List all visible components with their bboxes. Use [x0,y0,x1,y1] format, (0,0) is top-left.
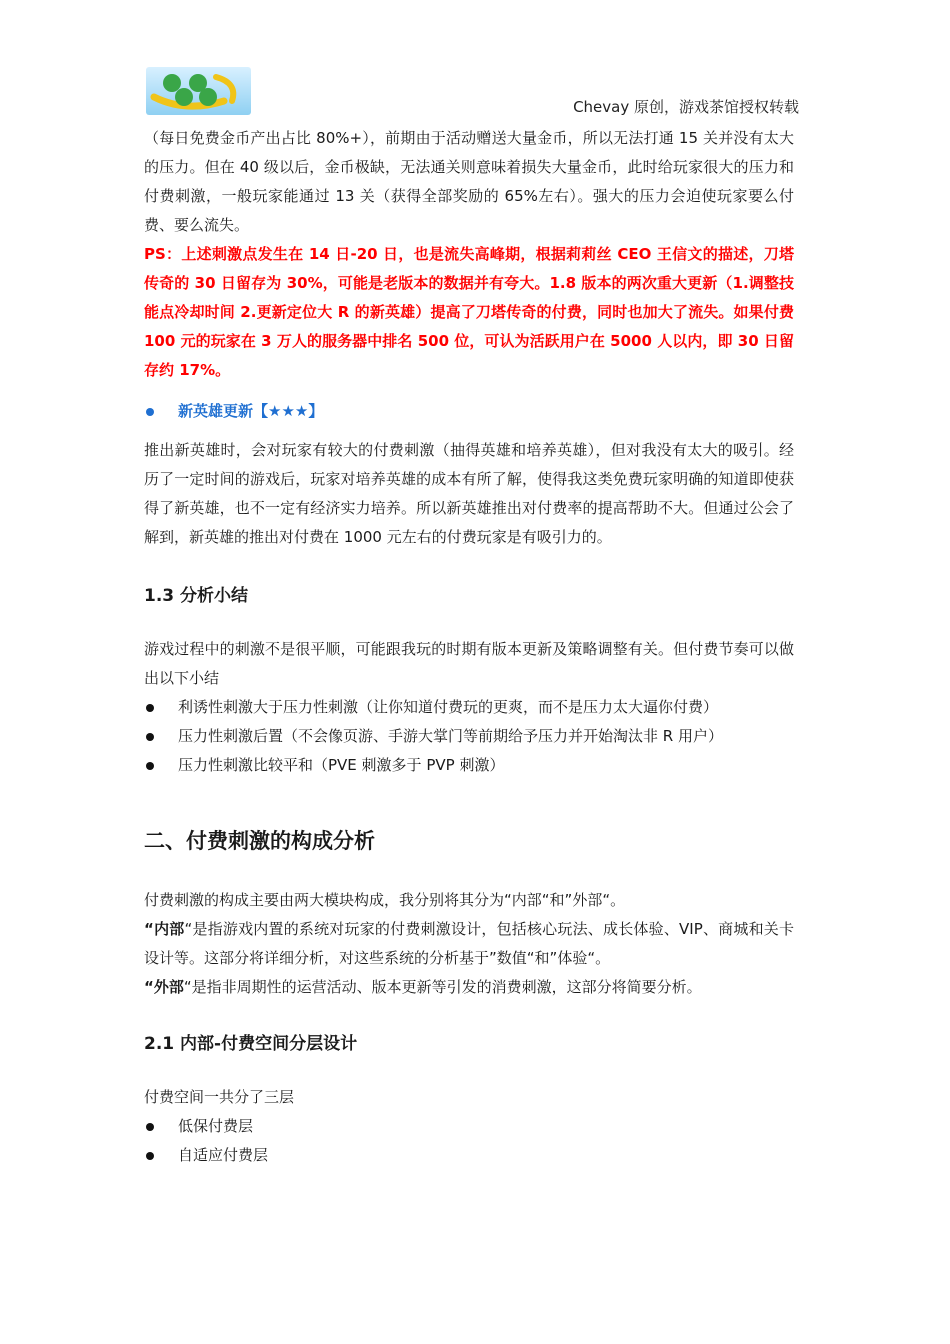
document-body [144,124,794,1170]
bullet-dot-icon [146,408,154,416]
section-2-outer [144,973,794,1002]
game-teahouse-logo [146,67,251,115]
list-item [144,751,794,780]
bullet-dot-icon [146,733,154,741]
section-1-3-heading: 1.3 分析小结 [144,586,249,606]
list-item [144,693,794,722]
section-1-3-intro: 游戏过程中的刺激不是很平顺，可能跟我玩的时期有版本更新及策略调整有关。但付费节奏可以做出以下小结 [144,640,794,687]
section-2-line1: 付费刺激的构成主要由两大模块构成，我分别将其分为“内部“和”外部“。 [144,891,626,909]
ps-note: PS：上述刺激点发生在 14 日-20 日，也是流失高峰期，根据莉莉丝 CEO 王信文的描述，刀塔传奇的 30 日留存为 30%，可能是老版本的数据并有夸大。1.8 版本的两次重大更新（1.调整技能点冷却时间 2.更新定位大 R 的新英雄）提高了刀塔传奇的付费，同时也加大了流失。如果付费 100 元的玩家在 3 万人的服务器中排名 500 位，可认为活跃用户在 5000 人以内，即 30 日留存约 17%。 [144,245,794,379]
section-2-inner [144,915,794,973]
paragraph-gold-pressure: （每日免费金币产出占比 80%+），前期由于活动赠送大量金币，所以无法打通 15 关并没有太大的压力。但在 40 级以后，金币极缺，无法通关则意味着损失大量金币，此时给玩家很大的压力和付费刺激，一般玩家能通过 13 关（获得全部奖励的 65%左右）。强大的压力会迫使玩家要么付费、要么流失。 [144,129,794,234]
attribution-text: Chevay 原创，游戏茶馆授权转载 [573,98,799,116]
bullet-dot-icon [146,762,154,770]
new-hero-body: 推出新英雄时，会对玩家有较大的付费刺激（抽得英雄和培养英雄），但对我没有太大的吸引。经历了一定时间的游戏后，玩家对培养英雄的成本有所了解，使得我这类免费玩家明确的知道即使获得了新英雄，也不一定有经济实力培养。所以新英雄推出对付费率的提高帮助不大。但通过公会了解到，新英雄的推出对付费在 1000 元左右的付费玩家是有吸引力的。 [144,441,794,546]
bullet-dot-icon [146,1123,154,1131]
list-item-text: 压力性刺激比较平和（PVE 刺激多于 PVP 刺激） [178,756,505,774]
section-2-1-intro: 付费空间一共分了三层 [144,1088,295,1106]
new-hero-bullet [144,397,794,426]
bullet-dot-icon [146,1152,154,1160]
inner-text: “是指游戏内置的系统对玩家的付费刺激设计，包括核心玩法、成长体验、VIP、商城和关卡设计等。这部分将详细分析，对这些系统的分析基于”数值“和”体验“。 [144,920,794,967]
bullet-dot-icon [146,704,154,712]
outer-label: “外部 [144,978,184,996]
list-item-text: 压力性刺激后置（不会像页游、手游大掌门等前期给予压力并开始淘汰非 R 用户） [178,727,723,745]
list-item-text: 低保付费层 [178,1117,254,1135]
outer-text: “是指非周期性的运营活动、版本更新等引发的消费刺激，这部分将简要分析。 [183,978,702,996]
list-item [144,1141,794,1170]
new-hero-title: 新英雄更新【★★★】 [178,402,324,420]
list-item-text: 利诱性刺激大于压力性刺激（让你知道付费玩的更爽，而不是压力太大逼你付费） [178,698,719,716]
list-item [144,722,794,751]
list-item-text: 自适应付费层 [178,1146,269,1164]
inner-label: “内部 [144,920,185,938]
logo-graphic-icon [146,67,251,115]
section-2-heading: 二、付费刺激的构成分析 [144,829,375,853]
list-item [144,1112,794,1141]
section-2-1-heading: 2.1 内部-付费空间分层设计 [144,1034,358,1054]
